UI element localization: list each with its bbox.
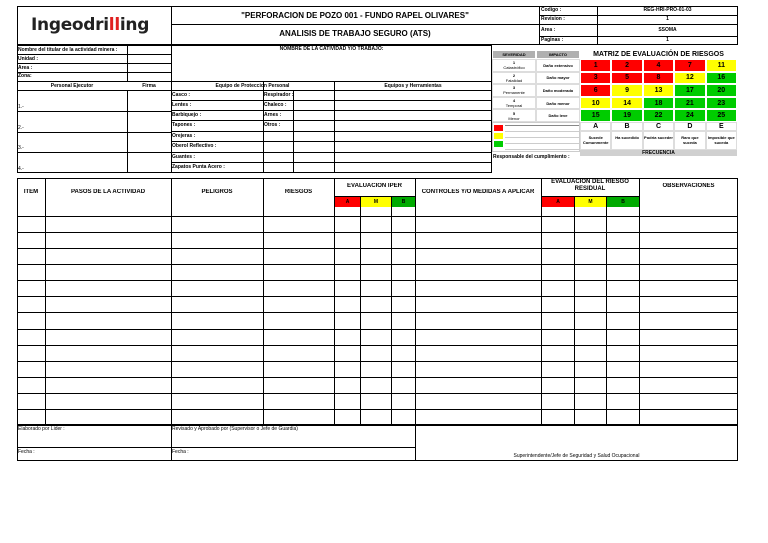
legend-red-swatch xyxy=(494,125,503,131)
meta-revision-label: Revision : xyxy=(541,16,565,22)
matrix-cell: 12 xyxy=(674,72,705,85)
epp-tapones: Tapones : xyxy=(172,122,196,128)
zona-label: Zona: xyxy=(18,73,32,79)
table-row-line xyxy=(17,393,738,394)
legend-yellow-swatch xyxy=(494,133,503,139)
matrix-cell: 24 xyxy=(674,109,705,122)
matrix-cell: 18 xyxy=(643,97,674,110)
titular-label: Nombre del titular de la actividad minera : xyxy=(18,47,118,53)
severity-5: 5 Menor xyxy=(492,109,536,122)
severity-4: 4 Temporal xyxy=(492,97,536,110)
frequency-letter: A xyxy=(580,122,611,132)
unidad-label: Unidad : xyxy=(18,56,38,62)
iper-a: A xyxy=(335,197,360,207)
meta-pages-value: 1 xyxy=(666,37,669,43)
frequency-letter: B xyxy=(611,122,642,132)
fecha-lider-label: Fecha : xyxy=(18,449,35,455)
elaborado-label: Elaborado por Lider : xyxy=(18,426,65,432)
personal-row-3: 3.- xyxy=(18,145,24,151)
table-row-line xyxy=(17,280,738,281)
iper-b: B xyxy=(392,197,415,207)
meta-pages-label: Paginas : xyxy=(541,37,564,43)
matrix-cell: 11 xyxy=(706,59,737,72)
matrix-cell: 25 xyxy=(706,109,737,122)
matrix-cell: 15 xyxy=(580,109,611,122)
impact-5: Daño leve xyxy=(536,109,580,122)
superintendente-label: Superintendente/Jefe de Seguridad y Salud Ocupacional xyxy=(513,453,640,459)
frequency-label: Imposible que suceda xyxy=(706,130,737,150)
area-label: Area : xyxy=(18,65,33,71)
frequency-label: Ha sucedido xyxy=(611,130,642,150)
matrix-cell: 4 xyxy=(643,59,674,72)
frequency-letter: E xyxy=(706,122,737,132)
frequency-label: Sucede Comunmente xyxy=(580,130,611,150)
activity-label: NOMBRE DE LA CATIVIDAD Y/O TRABAJO: xyxy=(279,46,384,52)
col-observaciones: OBSERVACIONES xyxy=(662,183,715,189)
matrix-legend xyxy=(492,122,580,152)
impact-4: Daño menor xyxy=(536,97,580,110)
severity-header: SEVERIDAD xyxy=(492,50,536,59)
severity-3: 3 Permanente xyxy=(492,84,536,97)
matrix-cell: 13 xyxy=(643,84,674,97)
frequency-letter: D xyxy=(674,122,705,132)
epp-chaleco: Chaleco : xyxy=(264,102,287,108)
epp-respirador: Respirador : xyxy=(264,92,294,98)
matrix-cell: 17 xyxy=(674,84,705,97)
impact-1: Daño extensivo xyxy=(536,59,580,72)
matrix-cell: 16 xyxy=(706,72,737,85)
responsable-label: Responsable del cumplimiento : xyxy=(493,154,570,160)
matrix-cell: 19 xyxy=(611,109,642,122)
risk-matrix xyxy=(492,50,737,156)
epp-zapatos: Zapatos Punta Acero : xyxy=(172,164,225,170)
personal-row-1: 1.- xyxy=(18,104,24,110)
col-peligros: PELIGROS xyxy=(201,189,233,195)
matrix-cell: 3 xyxy=(580,72,611,85)
matrix-cell: 6 xyxy=(580,84,611,97)
epp-guantes: Guantes : xyxy=(172,154,196,160)
impact-3: Daño moderado xyxy=(536,84,580,97)
severity-1: 1 Catastrófico xyxy=(492,59,536,72)
frequency-label: Raro que suceda xyxy=(674,130,705,150)
epp-orejeras: Orejeras : xyxy=(172,133,196,139)
document-title: "PERFORACION DE POZO 001 - FUNDO RAPEL OLIVARES" xyxy=(241,11,469,20)
meta-code-value: REG-HRI-PRO-01-03 xyxy=(643,7,692,13)
fecha-supervisor-label: Fecha : xyxy=(172,449,189,455)
matrix-title: MATRIZ DE EVALUACIÓN DE RIESGOS xyxy=(593,51,724,58)
table-row-line xyxy=(17,296,738,297)
personal-row-4: 4.- xyxy=(18,166,24,172)
epp-otros: Otros : xyxy=(264,122,281,128)
company-logo: Ingeodrilling xyxy=(31,15,150,35)
meta-code-label: Codigo : xyxy=(541,7,562,13)
equipos-header: Equipos y Herramientas xyxy=(384,83,442,89)
col-riesgos: RIESGOS xyxy=(284,189,313,195)
frequency-letter: C xyxy=(643,122,674,132)
col-item: ITEM xyxy=(23,189,39,195)
meta-area-label: Area : xyxy=(541,27,556,33)
matrix-cell: 20 xyxy=(706,84,737,97)
matrix-cell: 9 xyxy=(611,84,642,97)
table-row-line xyxy=(17,345,738,346)
frequency-title: FRECUENCIA xyxy=(580,150,737,156)
matrix-cell: 1 xyxy=(580,59,611,72)
matrix-cell: 10 xyxy=(580,97,611,110)
epp-barbiquejo: Barbiquejo : xyxy=(172,112,202,118)
meta-area-value: SSOMA xyxy=(658,27,677,33)
epp-header: Equipo de Proteccion Personal xyxy=(215,83,290,89)
residual-b: B xyxy=(607,197,639,207)
table-row-line xyxy=(17,329,738,330)
personal-row-2: 2.- xyxy=(18,125,24,131)
impact-2: Daño mayor xyxy=(536,72,580,85)
matrix-cell: 7 xyxy=(674,59,705,72)
revisado-label: Revisado y Aprobado por (Supervisor o Jefe de Guardia) xyxy=(172,426,298,432)
matrix-cell: 5 xyxy=(611,72,642,85)
firma-header: Firma xyxy=(142,83,156,89)
epp-lentes: Lentes : xyxy=(172,102,192,108)
col-eval-residual: EVALUACION DEL RIESGO RESIDUAL xyxy=(551,179,629,192)
severity-2: 2 Fatalidad xyxy=(492,72,536,85)
residual-a: A xyxy=(542,197,574,207)
matrix-cell: 14 xyxy=(611,97,642,110)
document-subtitle: ANALISIS DE TRABAJO SEGURO (ATS) xyxy=(279,29,431,38)
epp-oberol: Oberol Reflectivo : xyxy=(172,143,217,149)
table-row-line xyxy=(17,232,738,233)
matrix-cell: 8 xyxy=(643,72,674,85)
impact-header: IMPACTO xyxy=(536,50,580,59)
matrix-cell: 21 xyxy=(674,97,705,110)
meta-revision-value: 1 xyxy=(666,16,669,22)
table-row-line xyxy=(17,248,738,249)
info-frame xyxy=(17,45,492,173)
personal-header: Personal Ejecutor xyxy=(50,83,94,89)
epp-arnes: Arnes : xyxy=(264,112,282,118)
col-eval-iper: EVALUACION IPER xyxy=(347,183,402,189)
iper-m: M xyxy=(361,197,391,207)
matrix-cell: 2 xyxy=(611,59,642,72)
col-pasos: PASOS DE LA ACTIVIDAD xyxy=(70,189,146,195)
table-row-line xyxy=(17,264,738,265)
col-controles: CONTROLES Y/O MEDIDAS A APLICAR xyxy=(421,189,535,195)
matrix-cell: 23 xyxy=(706,97,737,110)
table-row-line xyxy=(17,312,738,313)
ats-form xyxy=(17,6,738,461)
table-row-line xyxy=(17,409,738,410)
residual-m: M xyxy=(575,197,606,207)
table-row-line xyxy=(17,377,738,378)
epp-casco: Casco : xyxy=(172,92,191,98)
frequency-label: Podria suceder xyxy=(643,130,674,150)
matrix-cell: 22 xyxy=(643,109,674,122)
legend-green-swatch xyxy=(494,141,503,147)
table-row-line xyxy=(17,361,738,362)
